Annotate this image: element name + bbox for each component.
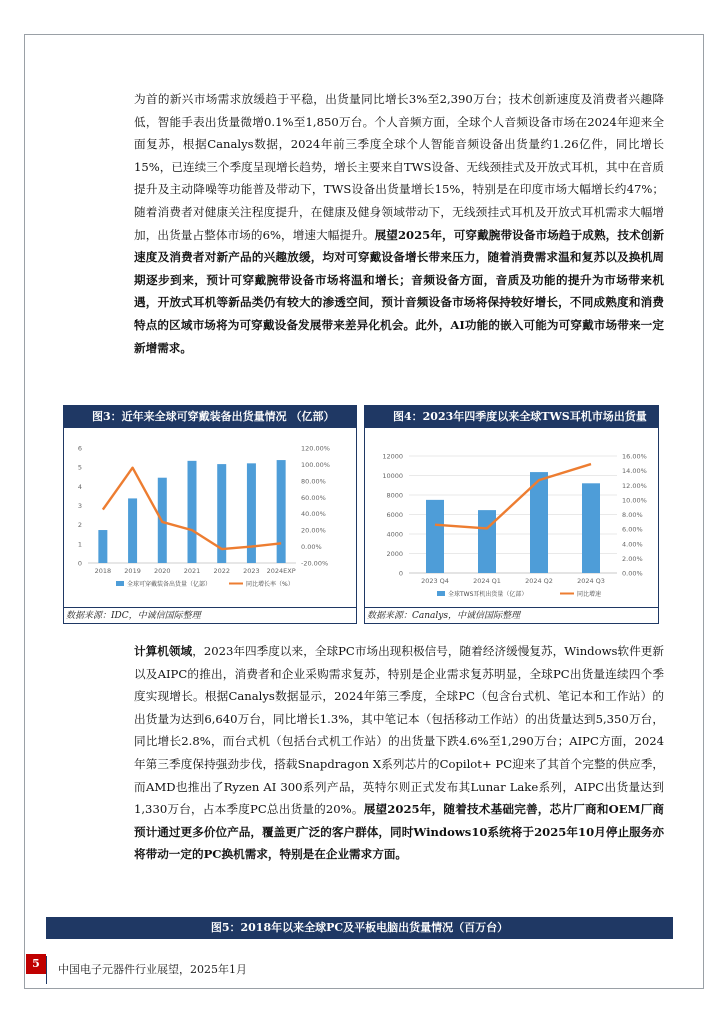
y2-tick-label: 60.00% xyxy=(301,493,326,502)
page-number: 5 xyxy=(26,954,46,974)
legend-bar-swatch xyxy=(437,591,445,596)
y-tick-label: 1 xyxy=(77,540,82,549)
x-tick-label: 2019 xyxy=(124,567,141,575)
y-tick-label: 4000 xyxy=(386,530,403,539)
legend-bar-swatch xyxy=(116,581,124,586)
y2-tick-label: 2.00% xyxy=(622,554,643,563)
x-tick-label: 2024 Q2 xyxy=(525,577,553,585)
x-tick-label: 2018 xyxy=(94,567,112,575)
bar xyxy=(188,461,197,563)
paragraph-2-lead: 计算机领域 xyxy=(134,644,193,658)
y2-tick-label: 0.00% xyxy=(301,543,322,552)
y-tick-label: 10000 xyxy=(382,472,403,480)
y2-tick-label: 20.00% xyxy=(301,526,326,535)
figure-3-source: 数据来源：IDC，中诚信国际整理 xyxy=(64,607,356,623)
legend-line-label: 同比增速 xyxy=(577,591,602,598)
legend-bar-label: 全球TWS耳机出货量（亿部） xyxy=(448,591,528,598)
legend-bar-label: 全球可穿戴装备出货量（亿部） xyxy=(127,581,212,588)
y-tick-label: 6 xyxy=(77,444,82,453)
footer-divider xyxy=(46,956,47,984)
y2-tick-label: 16.00% xyxy=(622,452,647,461)
y-tick-label: 5 xyxy=(77,463,82,472)
bar xyxy=(426,500,444,573)
bar xyxy=(247,463,256,563)
paragraph-2-text: ，2023年四季度以来，全球PC市场出现积极信号，随着经济缓慢复苏，Windows软件更新以及AIPC的推出，消费者和企业采购需求复苏，特别是企业需求复苏明显，全球PC出货量连续四个季度实现增长。根据Canalys数据显示，2024年第三季度，全球PC（包含台式机、笔记本和工作站）的出货量为达到6,640万台，同比增长1.3%，其中笔记本（包括移动工作站）的出货量达到5,350万台，同比增长2.8%，而台式机（包括台式机工作站）的出货量下跌4.6%至1,290万台；AIPC方面，2024年第三季度保持强劲步伐，搭载Snapdragon X系列芯片的Copilot+ PC迎来了其首个完整的供应季，而AMD也推出了Ryzen AI 300系列产品，英特尔则正式发布其Lunar Lake系列，AIPC出货量达到1,330万台，占本季度PC总出货量的20%。 xyxy=(134,644,664,817)
figure-4 xyxy=(364,405,659,624)
x-tick-label: 2024 Q3 xyxy=(577,577,605,585)
paragraph-1-outlook: 展望2025年，可穿戴腕带设备市场趋于成熟，技术创新速度及消费者对新产品的兴趣放缓，均对可穿戴设备增长带来压力，随着消费需求温和复苏以及换机周期逐步到来，预计可穿戴腕带设备市场将温和增长；音频设备方面，音质及功能的提升为市场带来机遇，开放式耳机等新品类仍有较大的渗透空间，预计音频设备市场将保持较好增长，不同成熟度和消费特点的区域市场将为可穿戴设备发展带来差异化机会。此外，AI功能的嵌入可能为可穿戴市场带来一定新增需求。 xyxy=(134,227,664,355)
y-tick-label: 0 xyxy=(398,569,403,578)
bar xyxy=(128,498,137,563)
paragraph-computers xyxy=(134,640,664,866)
growth-line xyxy=(435,464,591,528)
y2-tick-label: 120.00% xyxy=(301,444,330,453)
y2-tick-label: 8.00% xyxy=(622,511,643,519)
paragraph-wearables xyxy=(134,88,664,359)
y-tick-label: 0 xyxy=(77,559,82,568)
y2-tick-label: 100.00% xyxy=(301,460,330,469)
y2-tick-label: 80.00% xyxy=(301,477,326,486)
y2-tick-label: -20.00% xyxy=(301,559,329,568)
y-tick-label: 4 xyxy=(77,482,82,491)
y2-tick-label: 12.00% xyxy=(622,481,647,490)
x-tick-label: 2020 xyxy=(154,567,171,575)
y-tick-label: 12000 xyxy=(382,452,403,461)
figure-4-chart xyxy=(365,428,658,608)
x-tick-label: 2023 xyxy=(243,567,260,575)
figure-3-chart xyxy=(64,428,356,608)
y-tick-label: 8000 xyxy=(386,491,403,500)
figure-4-source: 数据来源：Canalys，中诚信国际整理 xyxy=(365,607,658,623)
figure-5-title: 图5：2018年以来全球PC及平板电脑出货量情况（百万台） xyxy=(46,917,673,939)
y2-tick-label: 6.00% xyxy=(622,525,643,534)
y2-tick-label: 14.00% xyxy=(622,467,647,476)
figure-3-title: 图3：近年来全球可穿戴装备出货量情况 （亿部） xyxy=(64,406,356,428)
bar xyxy=(478,510,496,573)
y2-tick-label: 40.00% xyxy=(301,510,326,519)
legend-line-label: 同比增长率（%） xyxy=(246,581,294,588)
y2-tick-label: 0.00% xyxy=(622,569,643,578)
x-tick-label: 2024 Q1 xyxy=(473,577,501,585)
bar xyxy=(582,483,600,573)
figure-4-title: 图4：2023年四季度以来全球TWS耳机市场出货量 xyxy=(365,406,658,428)
y-tick-label: 6000 xyxy=(386,511,403,519)
footer-text: 中国电子元器件行业展望，2025年1月 xyxy=(58,963,247,976)
y-tick-label: 2000 xyxy=(386,550,403,558)
figure-3 xyxy=(63,405,357,624)
x-tick-label: 2023 Q4 xyxy=(421,577,449,585)
y2-tick-label: 4.00% xyxy=(622,540,643,549)
y2-tick-label: 10.00% xyxy=(622,496,647,505)
y-tick-label: 3 xyxy=(77,502,82,510)
paragraph-1-text: 为首的新兴市场需求放缓趋于平稳，出货量同比增长3%至2,390万台；技术创新速度及消费者兴趣降低，智能手表出货量微增0.1%至1,850万台。个人音频方面，全球个人音频设备市场在2024年迎来全面复苏，根据Canalys数据，2024年前三季度全球个人智能音频设备出货量约1.26亿件，同比增长15%，已连续三个季度呈现增长趋势，增长主要来自TWS设备、无线颈挂式及开放式耳机，其中在音质提升及主动降噪等功能普及带动下，TWS设备出货量增长15%，特别是在印度市场大幅增长约47%；随着消费者对健康关注程度提升，在健康及健身领域带动下，无线颈挂式耳机及开放式耳机需求大幅增加，出货量占整体市场的6%，增速大幅提升。 xyxy=(134,92,664,242)
paragraph-2-outlook: 展望2025年，随着技术基础完善，芯片厂商和OEM厂商预计通过更多价位产品，覆盖更广泛的客户群体，同时Windows10系统将于2025年10月停止服务亦将带动一定的PC换机需求，特别是在企业需求方面。 xyxy=(134,802,664,862)
bar xyxy=(277,460,286,563)
x-tick-label: 2024EXP xyxy=(266,567,296,575)
bar xyxy=(98,530,107,563)
y-tick-label: 2 xyxy=(77,521,82,530)
x-tick-label: 2022 xyxy=(213,567,230,575)
x-tick-label: 2021 xyxy=(183,567,201,575)
